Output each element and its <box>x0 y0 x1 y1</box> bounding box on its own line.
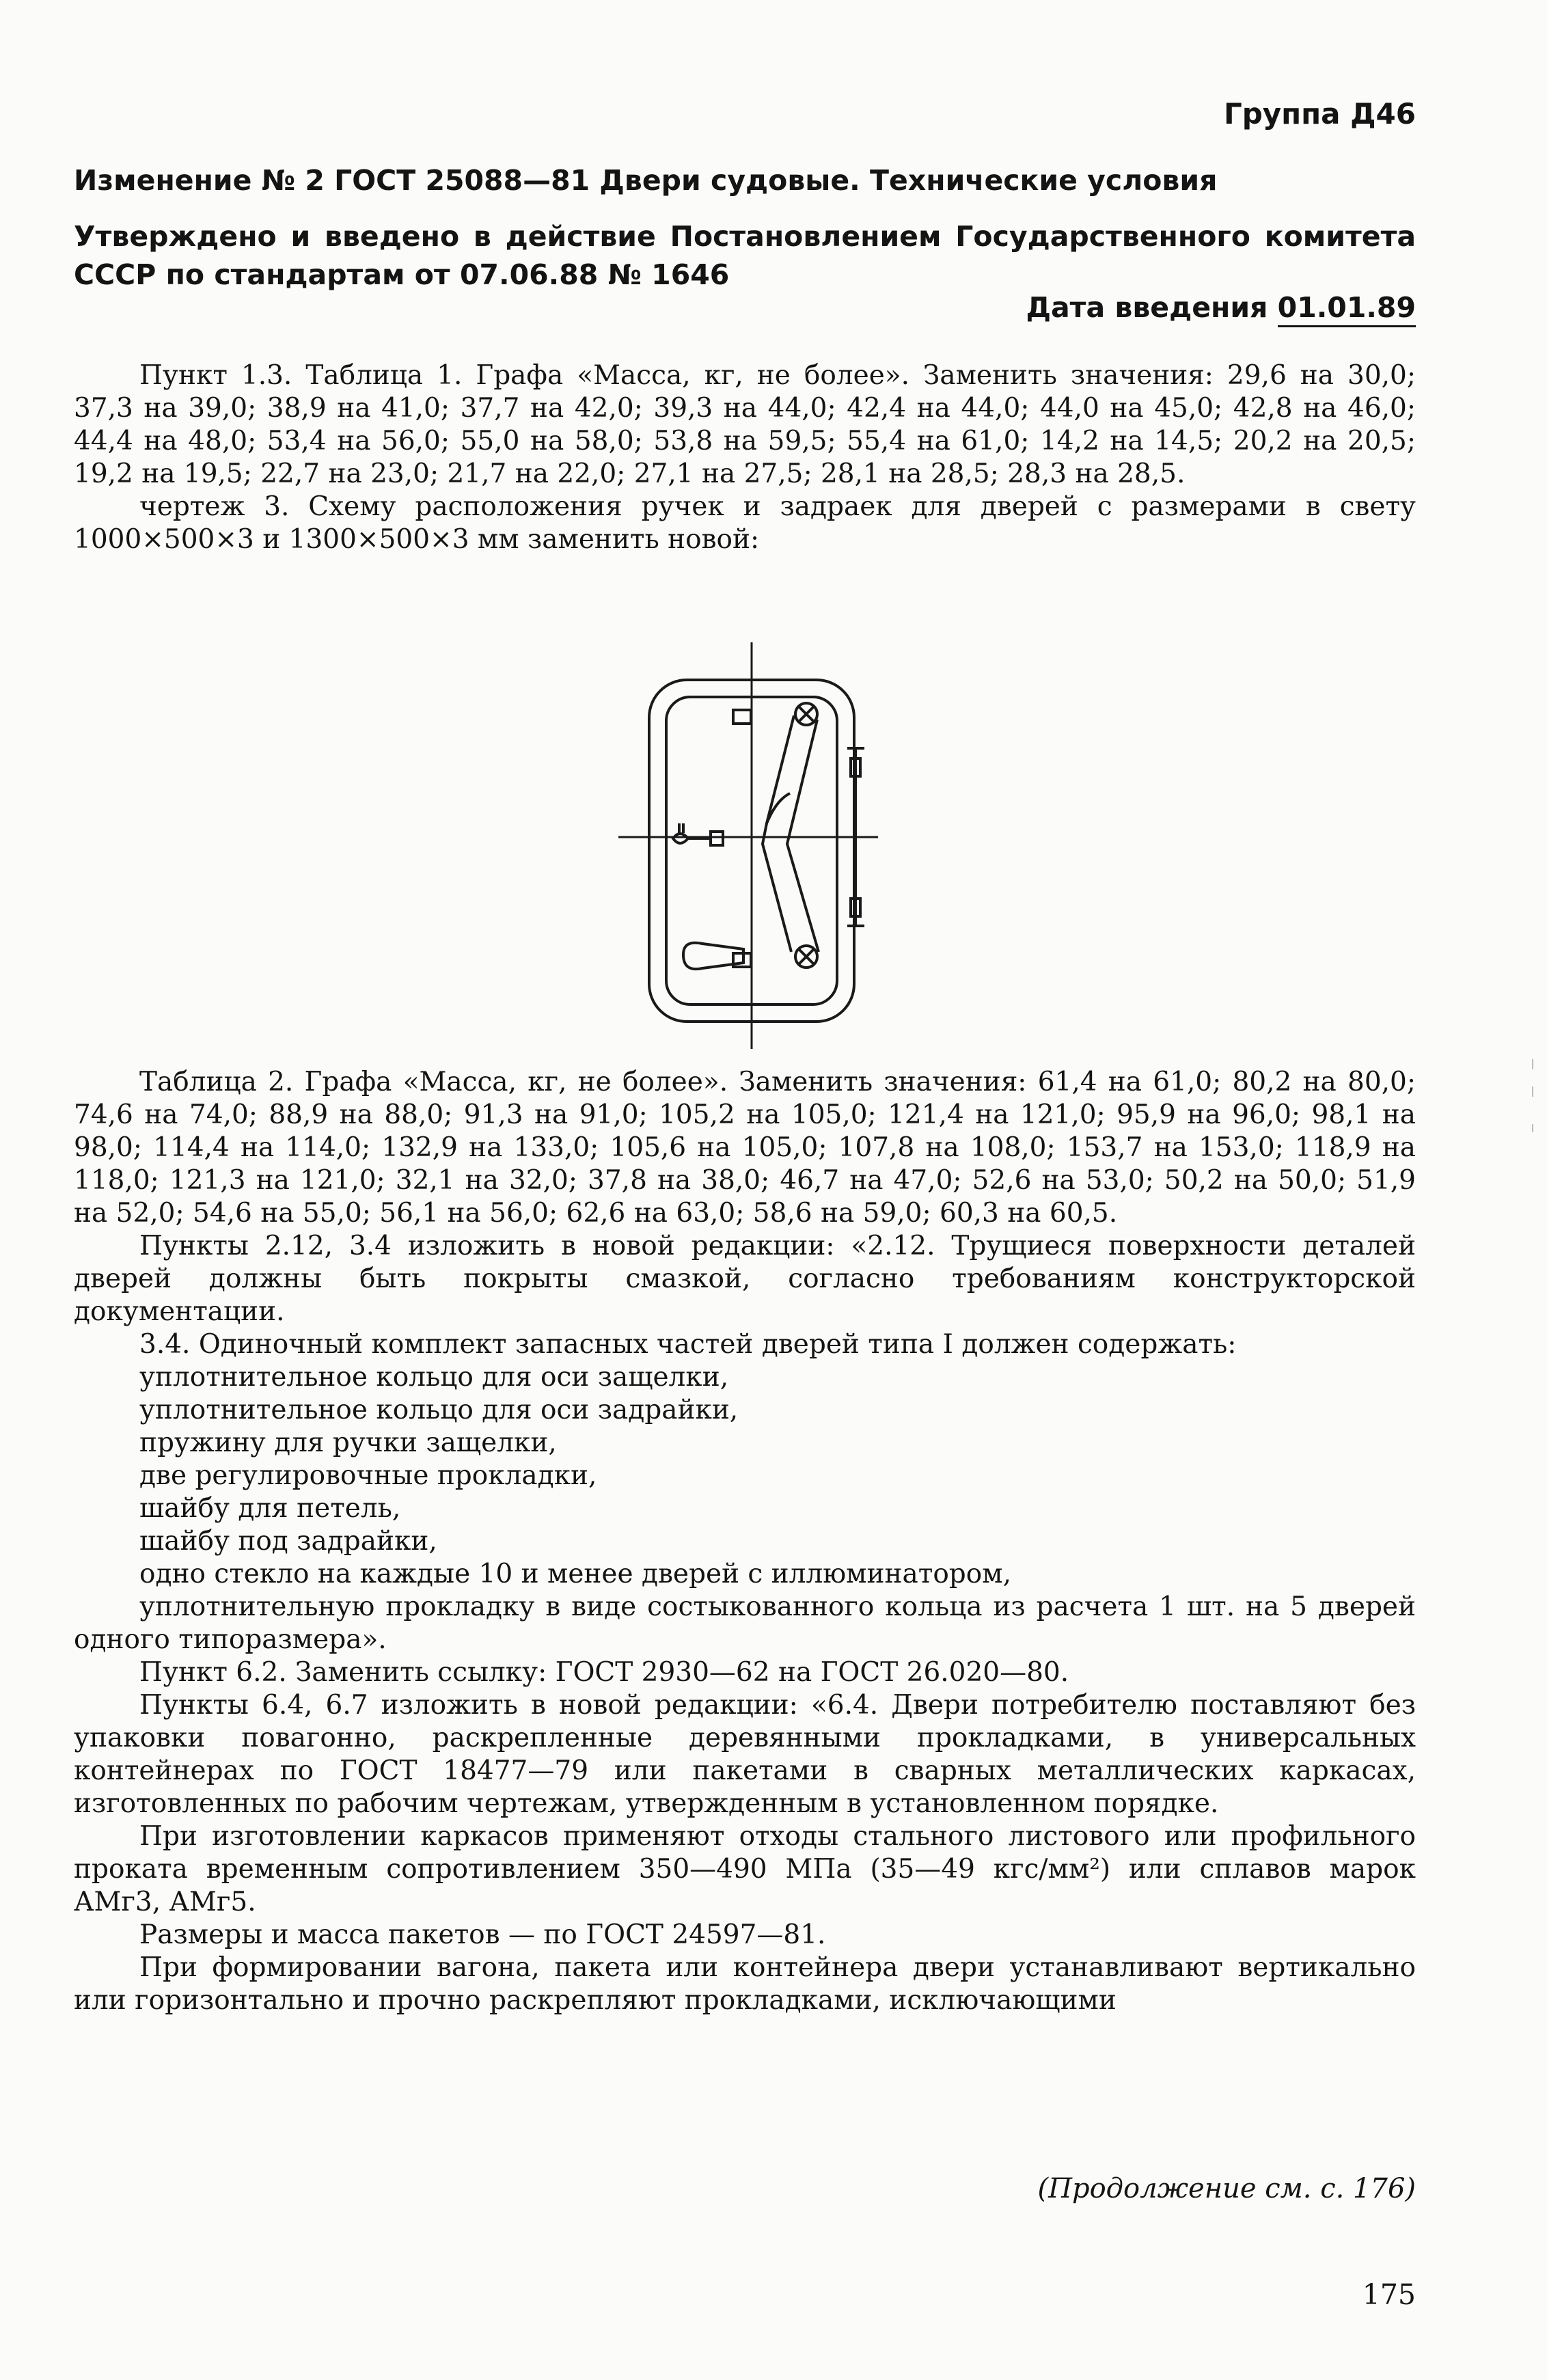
paragraph-6-4: Пункты 6.4, 6.7 изложить в новой редакции: «6.4. Двери потребителю поставляют без упаковки повагонно, раскрепленные деревянными прокладками, в универсальных контейнерах по ГОСТ 18477—79 или пакетами в сварных металлических каркасах, изготовленных по рабочим чертежам, утвержденным в установленном порядке. <box>74 1690 1416 1819</box>
list-item: две регулировочные прокладки, <box>139 1460 597 1491</box>
paragraph-table-2: Таблица 2. Графа «Масса, кг, не более». Заменить значения: 61,4 на 61,0; 80,2 на 80,0; 74,6 на 74,0; 88,9 на 88,0; 91,3 на 91,0; 105,2 на 105,0; 121,4 на 121,0; 95,9 на 96,0; 98,1 на 98,0; 114,4 на 114,0; 132,9 на 133,0; 105,6 на 105,0; 107,8 на 108,0; 153,7 на 153,0; 118,9 на 118,0; 121,3 на 121,0; 32,1 на 32,0; 37,8 на 38,0; 46,7 на 47,0; 52,6 на 53,0; 50,2 на 50,0; 51,9 на 52,0; 54,6 на 55,0; 56,1 на 56,0; 62,6 на 63,0; 58,6 на 59,0; 60,3 на 60,5. <box>74 1067 1416 1229</box>
list-item: шайбу под задрайки, <box>139 1526 437 1557</box>
effective-date-value: 01.01.89 <box>1278 291 1416 327</box>
approval-statement: Утверждено и введено в действие Постановлением Государственного комитета СССР по стандартам от 07.06.88 № 1646 <box>74 220 1416 291</box>
effective-date <box>1026 291 1416 324</box>
list-item: шайбу для петель, <box>139 1493 401 1524</box>
paragraph-points-2-12: Пункты 2.12, 3.4 изложить в новой редакции: «2.12. Трущиеся поверхности деталей дверей должны быть покрыты смазкой, согласно требованиям конструкторской документации. <box>74 1231 1416 1327</box>
list-item: уплотнительное кольцо для оси задрайки, <box>139 1395 739 1425</box>
section-table-1 <box>74 359 1416 556</box>
paragraph-packages: Размеры и масса пакетов — по ГОСТ 24597—81. <box>139 1919 826 1950</box>
group-code: Группа Д46 <box>1223 97 1416 131</box>
list-item: уплотнительное кольцо для оси защелки, <box>139 1362 729 1393</box>
section-table-2 <box>74 1066 1416 2017</box>
paragraph-drawing-3: чертеж 3. Схему расположения ручек и задраек для дверей с размерами в свету 1000×500×3 и 1300×500×3 мм заменить новой: <box>74 491 1416 555</box>
paragraph-table-1: Пункт 1.3. Таблица 1. Графа «Масса, кг, не более». Заменить значения: 29,6 на 30,0; 37,3 на 39,0; 38,9 на 41,0; 37,7 на 42,0; 39,3 на 44,0; 42,4 на 44,0; 44,0 на 45,0; 42,8 на 46,0; 44,4 на 48,0; 53,4 на 56,0; 55,0 на 58,0; 53,8 на 59,5; 55,4 на 61,0; 14,2 на 14,5; 20,2 на 20,5; 19,2 на 19,5; 22,7 на 23,0; 21,7 на 22,0; 27,1 на 27,5; 28,1 на 28,5; 28,3 на 28,5. <box>74 360 1416 489</box>
paragraph-frames: При изготовлении каркасов применяют отходы стального листового или профильного проката временным сопротивлением 350—490 МПа (35—49 кгс/мм²) или сплавов марок АМг3, АМг5. <box>74 1821 1416 1917</box>
paragraph-6-2: Пункт 6.2. Заменить ссылку: ГОСТ 2930—62 на ГОСТ 26.020—80. <box>139 1657 1069 1688</box>
paragraph-gasket: уплотнительную прокладку в виде состыкованного кольца из расчета 1 шт. на 5 дверей одного типоразмера». <box>74 1591 1416 1655</box>
amendment-title: Изменение № 2 ГОСТ 25088—81 Двери судовые. Технические условия <box>74 164 1218 197</box>
continued-note: (Продолжение см. с. 176) <box>1037 2173 1416 2204</box>
door-handles-scheme-drawing <box>608 639 888 1049</box>
list-item: одно стекло на каждые 10 и менее дверей с иллюминатором, <box>139 1559 1011 1589</box>
scan-margin-marks <box>1529 1056 1536 1145</box>
paragraph-loading: При формировании вагона, пакета или контейнера двери устанавливают вертикально или горизонтально и прочно раскрепляют прокладками, исключающими <box>74 1952 1416 2016</box>
page-number: 175 <box>1362 2278 1416 2311</box>
upper-hinge-block <box>733 710 751 724</box>
effective-date-label: Дата введения <box>1026 291 1268 324</box>
paragraph-3-4: 3.4. Одиночный комплект запасных частей дверей типа I должен содержать: <box>139 1329 1237 1360</box>
latch-handle <box>673 834 688 843</box>
linkage-right <box>787 720 819 952</box>
list-item: пружину для ручки защелки, <box>139 1427 557 1458</box>
